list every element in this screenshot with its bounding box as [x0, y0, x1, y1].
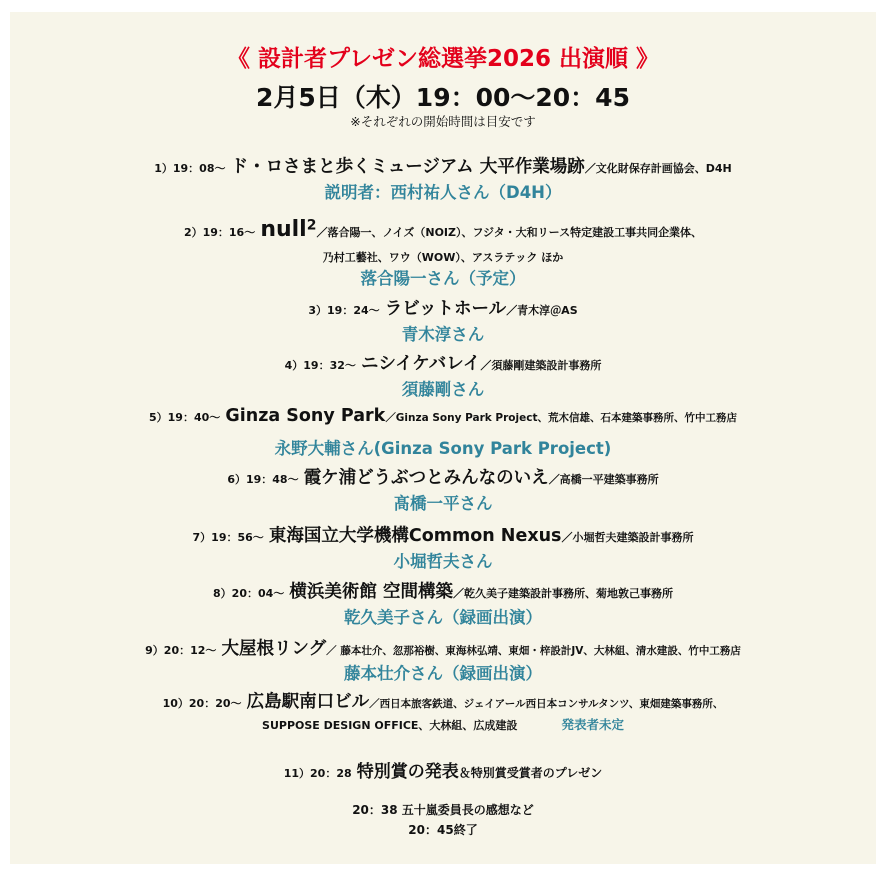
entry-team: ／落合陽一、ノイズ（NOIZ）、フジタ・大和リース特定建設工事共同企業体、: [316, 226, 703, 239]
entry-10-team-cont: [10, 714, 876, 733]
entry-2-team-cont: [10, 246, 876, 265]
entry-work: 霞ケ浦どうぶつとみんなのいえ: [303, 468, 549, 488]
entry-presenter: 小堀哲夫さん: [393, 552, 493, 571]
entry-5: [10, 406, 876, 426]
entry-team: ／乾久美子建築設計事務所、菊地敦己事務所: [452, 587, 673, 600]
entry-presenter: 乾久美子さん（録画出演）: [344, 608, 542, 627]
entry-work: 東海国立大学機構Common Nexus: [268, 526, 562, 546]
entry-team: ／ 藤本壮介、忽那裕樹、東海林弘靖、東畑・梓設計JV、大林組、清水建設、竹中工務店: [326, 645, 741, 657]
entry-team: ／青木淳＠AS: [506, 304, 578, 317]
entry-time: 7）19：56～: [192, 531, 264, 544]
special-subtitle: ＆特別賞受賞者のプレゼン: [458, 766, 603, 780]
entry-9: [10, 635, 876, 660]
special-time: 11）20：28: [283, 767, 352, 780]
entry-presenter: 須藤剛さん: [401, 380, 485, 399]
entry-work: 大屋根リング: [221, 639, 327, 659]
entry-time: 4）19：32～: [284, 359, 356, 372]
entry-presenter: 永野大輔さん(Ginza Sony Park Project): [274, 439, 612, 458]
entry-10: [10, 688, 876, 713]
entry-time: 2）19：16～: [183, 226, 256, 239]
entry-work: Ginza Sony Park: [225, 406, 386, 426]
entry-work: 広島駅南口ビル: [246, 692, 370, 712]
entry-presenter: 藤本壮介さん（録画出演）: [344, 664, 542, 683]
entry-team: ／須藤剛建築設計事務所: [480, 359, 602, 372]
event-date: 2月5日（木）19：00～20：45: [256, 83, 630, 112]
entry-2: [10, 217, 876, 242]
entry-work: 横浜美術館 空間構築: [289, 582, 453, 602]
entry-work: null: [260, 217, 307, 242]
end-time: 20：45終了: [408, 823, 478, 837]
entry-work: ド・ロさまと歩くミュージアム 大平作業場跡: [230, 157, 585, 177]
entry-time: 1）19：08～: [154, 162, 226, 175]
entry-presenter: 青木淳さん: [401, 325, 485, 344]
time-note: ※それぞれの開始時間は目安です: [350, 114, 536, 129]
entry-4: [10, 350, 876, 375]
entry-presenter: 落合陽一さん（予定）: [360, 269, 526, 288]
closing-remarks: 20：38 五十嵐委員長の感想など: [352, 803, 534, 817]
schedule-card: [10, 12, 876, 864]
entry-time: 9）20：12～: [145, 644, 217, 657]
entry-team: ／西日本旅客鉄道、ジェイアール西日本コンサルタンツ、東畑建築事務所、: [369, 698, 724, 710]
entry-team: ／文化財保存計画協会、D4H: [584, 162, 732, 175]
entry-presenter: 発表者未定: [561, 717, 624, 732]
entry-3: [10, 295, 876, 320]
entry-1: [10, 153, 876, 178]
entry-7: [10, 522, 876, 547]
special-title: 特別賞の発表: [356, 762, 459, 782]
entry-8: [10, 578, 876, 603]
entry-time: 8）20：04～: [213, 587, 285, 600]
entry-work: ラビットホール: [384, 299, 507, 319]
entry-6: [10, 464, 876, 489]
entry-presenter: 髙橋一平さん: [393, 494, 493, 513]
page-title: 《 設計者プレゼン総選挙2026 出演順 》: [226, 46, 660, 72]
entry-time: 10）20：20～: [162, 697, 242, 710]
entry-team-continued: SUPPOSE DESIGN OFFICE、大林組、広成建設: [262, 719, 518, 732]
entry-time: 5）19：40～: [149, 411, 221, 424]
entry-time: 3）19：24～: [308, 304, 380, 317]
special-award: [10, 757, 876, 782]
entry-team: ／高橋一平建築事務所: [548, 473, 659, 486]
entry-time: 6）19：48～: [227, 473, 299, 486]
entry-team-continued: 乃村工藝社、ワウ（WOW）、アスラテック ほか: [322, 251, 564, 264]
entry-team: ／小堀哲夫建築設計事務所: [561, 531, 694, 544]
entry-work-superscript: 2: [306, 217, 317, 234]
entry-work: ニシイケバレイ: [361, 354, 481, 374]
entry-team: ／Ginza Sony Park Project、荒木信雄、石本建築事務所、竹中工務店: [385, 412, 737, 424]
entry-presenter: 説明者：西村祐人さん（D4H）: [324, 183, 562, 202]
